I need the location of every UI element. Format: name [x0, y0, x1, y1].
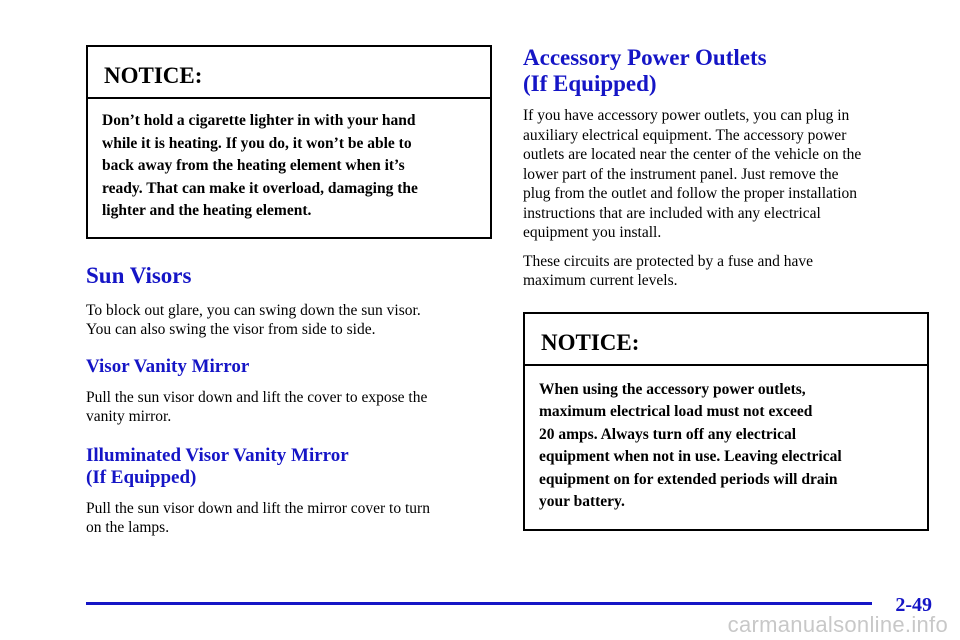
visor-vanity-mirror-heading: Visor Vanity Mirror: [86, 355, 250, 377]
notice-line: When using the accessory power outlets,: [539, 380, 806, 398]
notice-box-lighter: [86, 45, 492, 239]
notice-box-power-outlets: [523, 312, 929, 531]
notice-body: [525, 366, 927, 529]
notice-heading: NOTICE:: [525, 314, 927, 366]
accessory-power-outlets-heading: Accessory Power Outlets (If Equipped): [523, 45, 767, 96]
left-column: [86, 45, 492, 538]
notice-line: back away from the heating element when it’s: [102, 157, 405, 174]
notice-line: equipment on for extended periods will drain: [539, 470, 838, 488]
power-outlets-paragraph: If you have accessory power outlets, you can plug in auxiliary electrical equipment. The accessory power outlets are located near the center of the vehicle on the lower part of the instrument panel. Just remove the plug from the outlet and follow the proper installation instructions that are included with any electrical equipment you install.: [523, 107, 862, 241]
sun-visors-text: To block out glare, you can swing down the sun visor. You can also swing the visor from side to side.: [86, 301, 421, 338]
notice-line: equipment when not in use. Leaving electrical: [539, 448, 842, 465]
circuits-paragraph: These circuits are protected by a fuse and have maximum current levels.: [523, 252, 814, 289]
notice-line: 20 amps. Always turn off any electrical: [539, 425, 797, 443]
illuminated-mirror-text: Pull the sun visor down and lift the mirror cover to turn on the lamps.: [86, 499, 430, 536]
notice-line: maximum electrical load must not exceed: [539, 403, 813, 420]
page-number: 2-49: [895, 594, 932, 616]
right-column: [523, 45, 929, 531]
visor-vanity-mirror-text: Pull the sun visor down and lift the cover to expose the vanity mirror.: [86, 388, 428, 425]
notice-heading: NOTICE:: [88, 47, 490, 99]
notice-line: lighter and the heating element.: [102, 202, 312, 219]
illuminated-mirror-heading: Illuminated Visor Vanity Mirror (If Equipped): [86, 444, 349, 488]
notice-line: ready. That can make it overload, damaging the: [102, 179, 418, 197]
notice-line: while it is heating. If you do, it won’t be able to: [102, 134, 412, 152]
notice-body: [88, 99, 490, 237]
watermark: carmanualsonline.info: [727, 612, 948, 637]
footer-rule: [86, 602, 872, 605]
notice-line: your battery.: [539, 493, 625, 510]
sun-visors-heading: Sun Visors: [86, 262, 192, 288]
notice-line: Don’t hold a cigarette lighter in with your hand: [102, 112, 416, 129]
